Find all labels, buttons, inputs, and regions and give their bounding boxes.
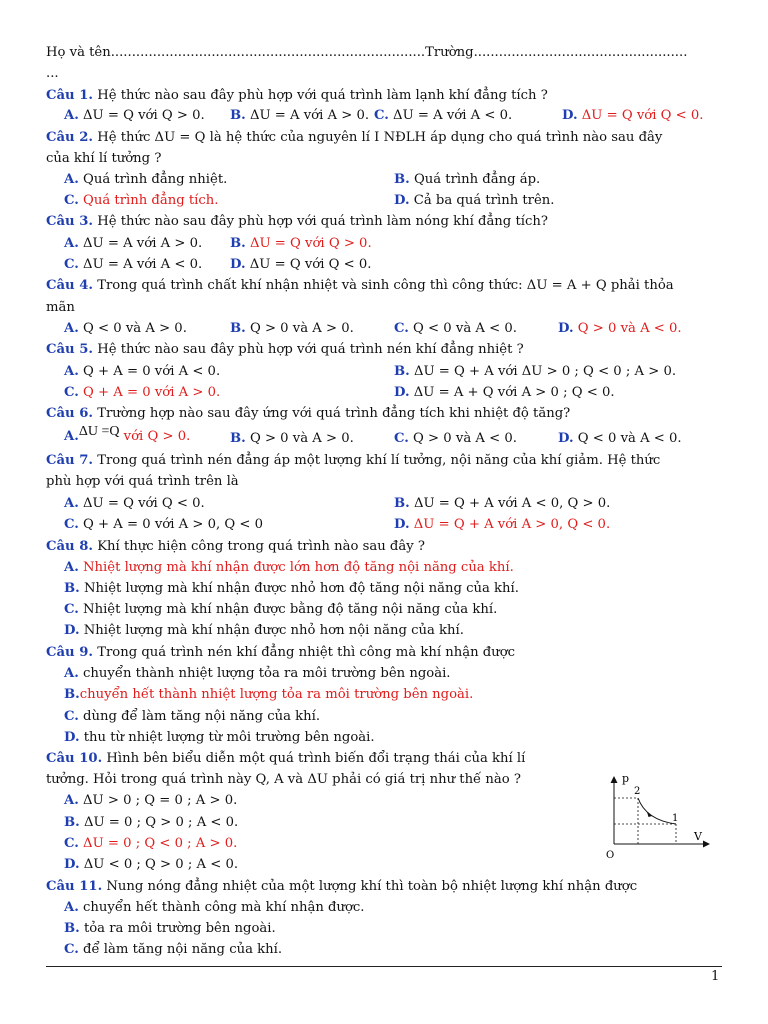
option-1b: B. ΔU = A với A > 0. [230,108,370,123]
pv-diagram [600,768,712,860]
question-6: Câu 6. Trường hợp nào sau đây ứng với quá trình đẳng tích khi nhiệt độ tăng? [46,406,571,421]
question-8: Câu 8. Khí thực hiện công trong quá trình nào sau đây ? [46,539,425,554]
option-6a-answer: A.ΔU =Q với Q > 0. [64,424,191,444]
option-3a: A. ΔU = A với A > 0. [64,236,203,251]
option-5a: A. Q + A = 0 với A < 0. [64,364,221,379]
option-5c-answer: C. Q + A = 0 với A > 0. [64,385,221,400]
process-curve [638,798,679,824]
point-1-label: 1 [672,813,679,824]
point-2-label: 2 [634,786,641,797]
origin-label: O [606,850,615,860]
option-4d-answer: D. Q > 0 và A < 0. [558,321,682,336]
option-9a: A. chuyển thành nhiệt lượng tỏa ra môi trường bên ngoài. [64,666,451,681]
direction-arrow [647,812,652,817]
option-6b: B. Q > 0 và A > 0. [230,431,354,446]
question-4-cont: mãn [46,300,75,315]
student-info-continuation: ... [46,66,59,81]
option-5d: D. ΔU = A + Q với A > 0 ; Q < 0. [394,385,615,400]
option-1a: A. ΔU = Q với Q > 0. [64,108,205,123]
question-5: Câu 5. Hệ thức nào sau đây phù hợp với quá trình nén khí đẳng nhiệt ? [46,342,524,357]
option-7b: B. ΔU = Q + A với A < 0, Q > 0. [394,496,611,511]
question-3: Câu 3. Hệ thức nào sau đây phù hợp với quá trình làm nóng khí đẳng tích? [46,214,548,229]
question-2-cont: của khí lí tưởng ? [46,151,162,166]
option-8c: C. Nhiệt lượng mà khí nhận được bằng độ tăng nội năng của khí. [64,602,498,617]
p-label: p [622,772,630,785]
option-8d: D. Nhiệt lượng mà khí nhận được nhỏ hơn nội năng của khí. [64,623,464,638]
question-4: Câu 4. Trong quá trình chất khí nhận nhiệt và sinh công thì công thức: ΔU = A + Q phải thỏa [46,278,674,293]
option-11a: A. chuyển hết thành công mà khí nhận được. [64,900,365,915]
question-10: Câu 10. Hình bên biểu diễn một quá trình biến đổi trạng thái của khí lí [46,751,526,766]
option-3c: C. ΔU = A với A < 0. [64,257,203,272]
question-7: Câu 7. Trong quá trình nén đẳng áp một lượng khí lí tưởng, nội năng của khí giảm. Hệ thức [46,453,661,468]
option-10a: A. ΔU > 0 ; Q = 0 ; A > 0. [64,793,238,808]
option-7a: A. ΔU = Q với Q < 0. [64,496,205,511]
option-1d-answer: D. ΔU = Q với Q < 0. [562,108,704,123]
option-10c-answer: C. ΔU = 0 ; Q < 0 ; A > 0. [64,836,238,851]
option-3d: D. ΔU = Q với Q < 0. [230,257,372,272]
option-4b: B. Q > 0 và A > 0. [230,321,354,336]
option-8a-answer: A. Nhiệt lượng mà khí nhận được lớn hơn độ tăng nội năng của khí. [64,560,514,575]
option-2d: D. Cả ba quá trình trên. [394,193,555,208]
option-4c: C. Q < 0 và A < 0. [394,321,517,336]
question-text: Hệ thức nào sau đây phù hợp với quá trình làm lạnh khí đẳng tích ? [93,88,548,103]
option-8b: B. Nhiệt lượng mà khí nhận được nhỏ hơn độ tăng nội năng của khí. [64,581,519,596]
question-11: Câu 11. Nung nóng đẳng nhiệt của một lượng khí thì toàn bộ nhiệt lượng khí nhận được [46,879,638,894]
option-2b: B. Quá trình đẳng áp. [394,172,541,187]
option-6d: D. Q < 0 và A < 0. [558,431,682,446]
option-6c: C. Q > 0 và A < 0. [394,431,517,446]
question-2: Câu 2. Hệ thức ΔU = Q là hệ thức của nguyên lí I NĐLH áp dụng cho quá trình nào sau đây [46,130,663,145]
option-9b-answer: B.chuyển hết thành nhiệt lượng tỏa ra môi trường bên ngoài. [64,687,474,702]
option-5b: B. ΔU = Q + A với ΔU > 0 ; Q < 0 ; A > 0. [394,364,677,379]
option-1c: C. ΔU = A với A < 0. [374,108,513,123]
option-2c-answer: C. Quá trình đẳng tích. [64,193,219,208]
option-4a: A. Q < 0 và A > 0. [64,321,187,336]
option-10b: B. ΔU = 0 ; Q > 0 ; A < 0. [64,815,239,830]
v-label: V [694,830,702,843]
page-number: 1 [711,969,720,984]
option-10d: D. ΔU < 0 ; Q > 0 ; A < 0. [64,857,239,872]
option-11c: C. để làm tăng nội năng của khí. [64,942,283,957]
option-7c: C. Q + A = 0 với A > 0, Q < 0 [64,517,264,532]
footer-divider [46,966,722,967]
question-10-cont: tưởng. Hỏi trong quá trình này Q, A và ΔU phải có giá trị như thế nào ? [46,772,521,787]
question-1 [46,87,548,105]
option-9d: D. thu từ nhiệt lượng từ môi trường bên ngoài. [64,730,375,745]
question-label: Câu 1. [46,88,93,103]
question-7-cont: phù hợp với quá trình trên là [46,474,239,489]
student-info-line: Họ và tên...........................................................................Trường................................................... [46,45,688,60]
option-3b-answer: B. ΔU = Q với Q > 0. [230,236,372,251]
option-9c: C. dùng để làm tăng nội năng của khí. [64,709,321,724]
option-11b: B. tỏa ra môi trường bên ngoài. [64,921,276,936]
option-7d-answer: D. ΔU = Q + A với A > 0, Q < 0. [394,517,611,532]
question-9: Câu 9. Trong quá trình nén khí đẳng nhiệt thì công mà khí nhận được [46,645,516,660]
option-2a: A. Quá trình đẳng nhiệt. [64,172,228,187]
